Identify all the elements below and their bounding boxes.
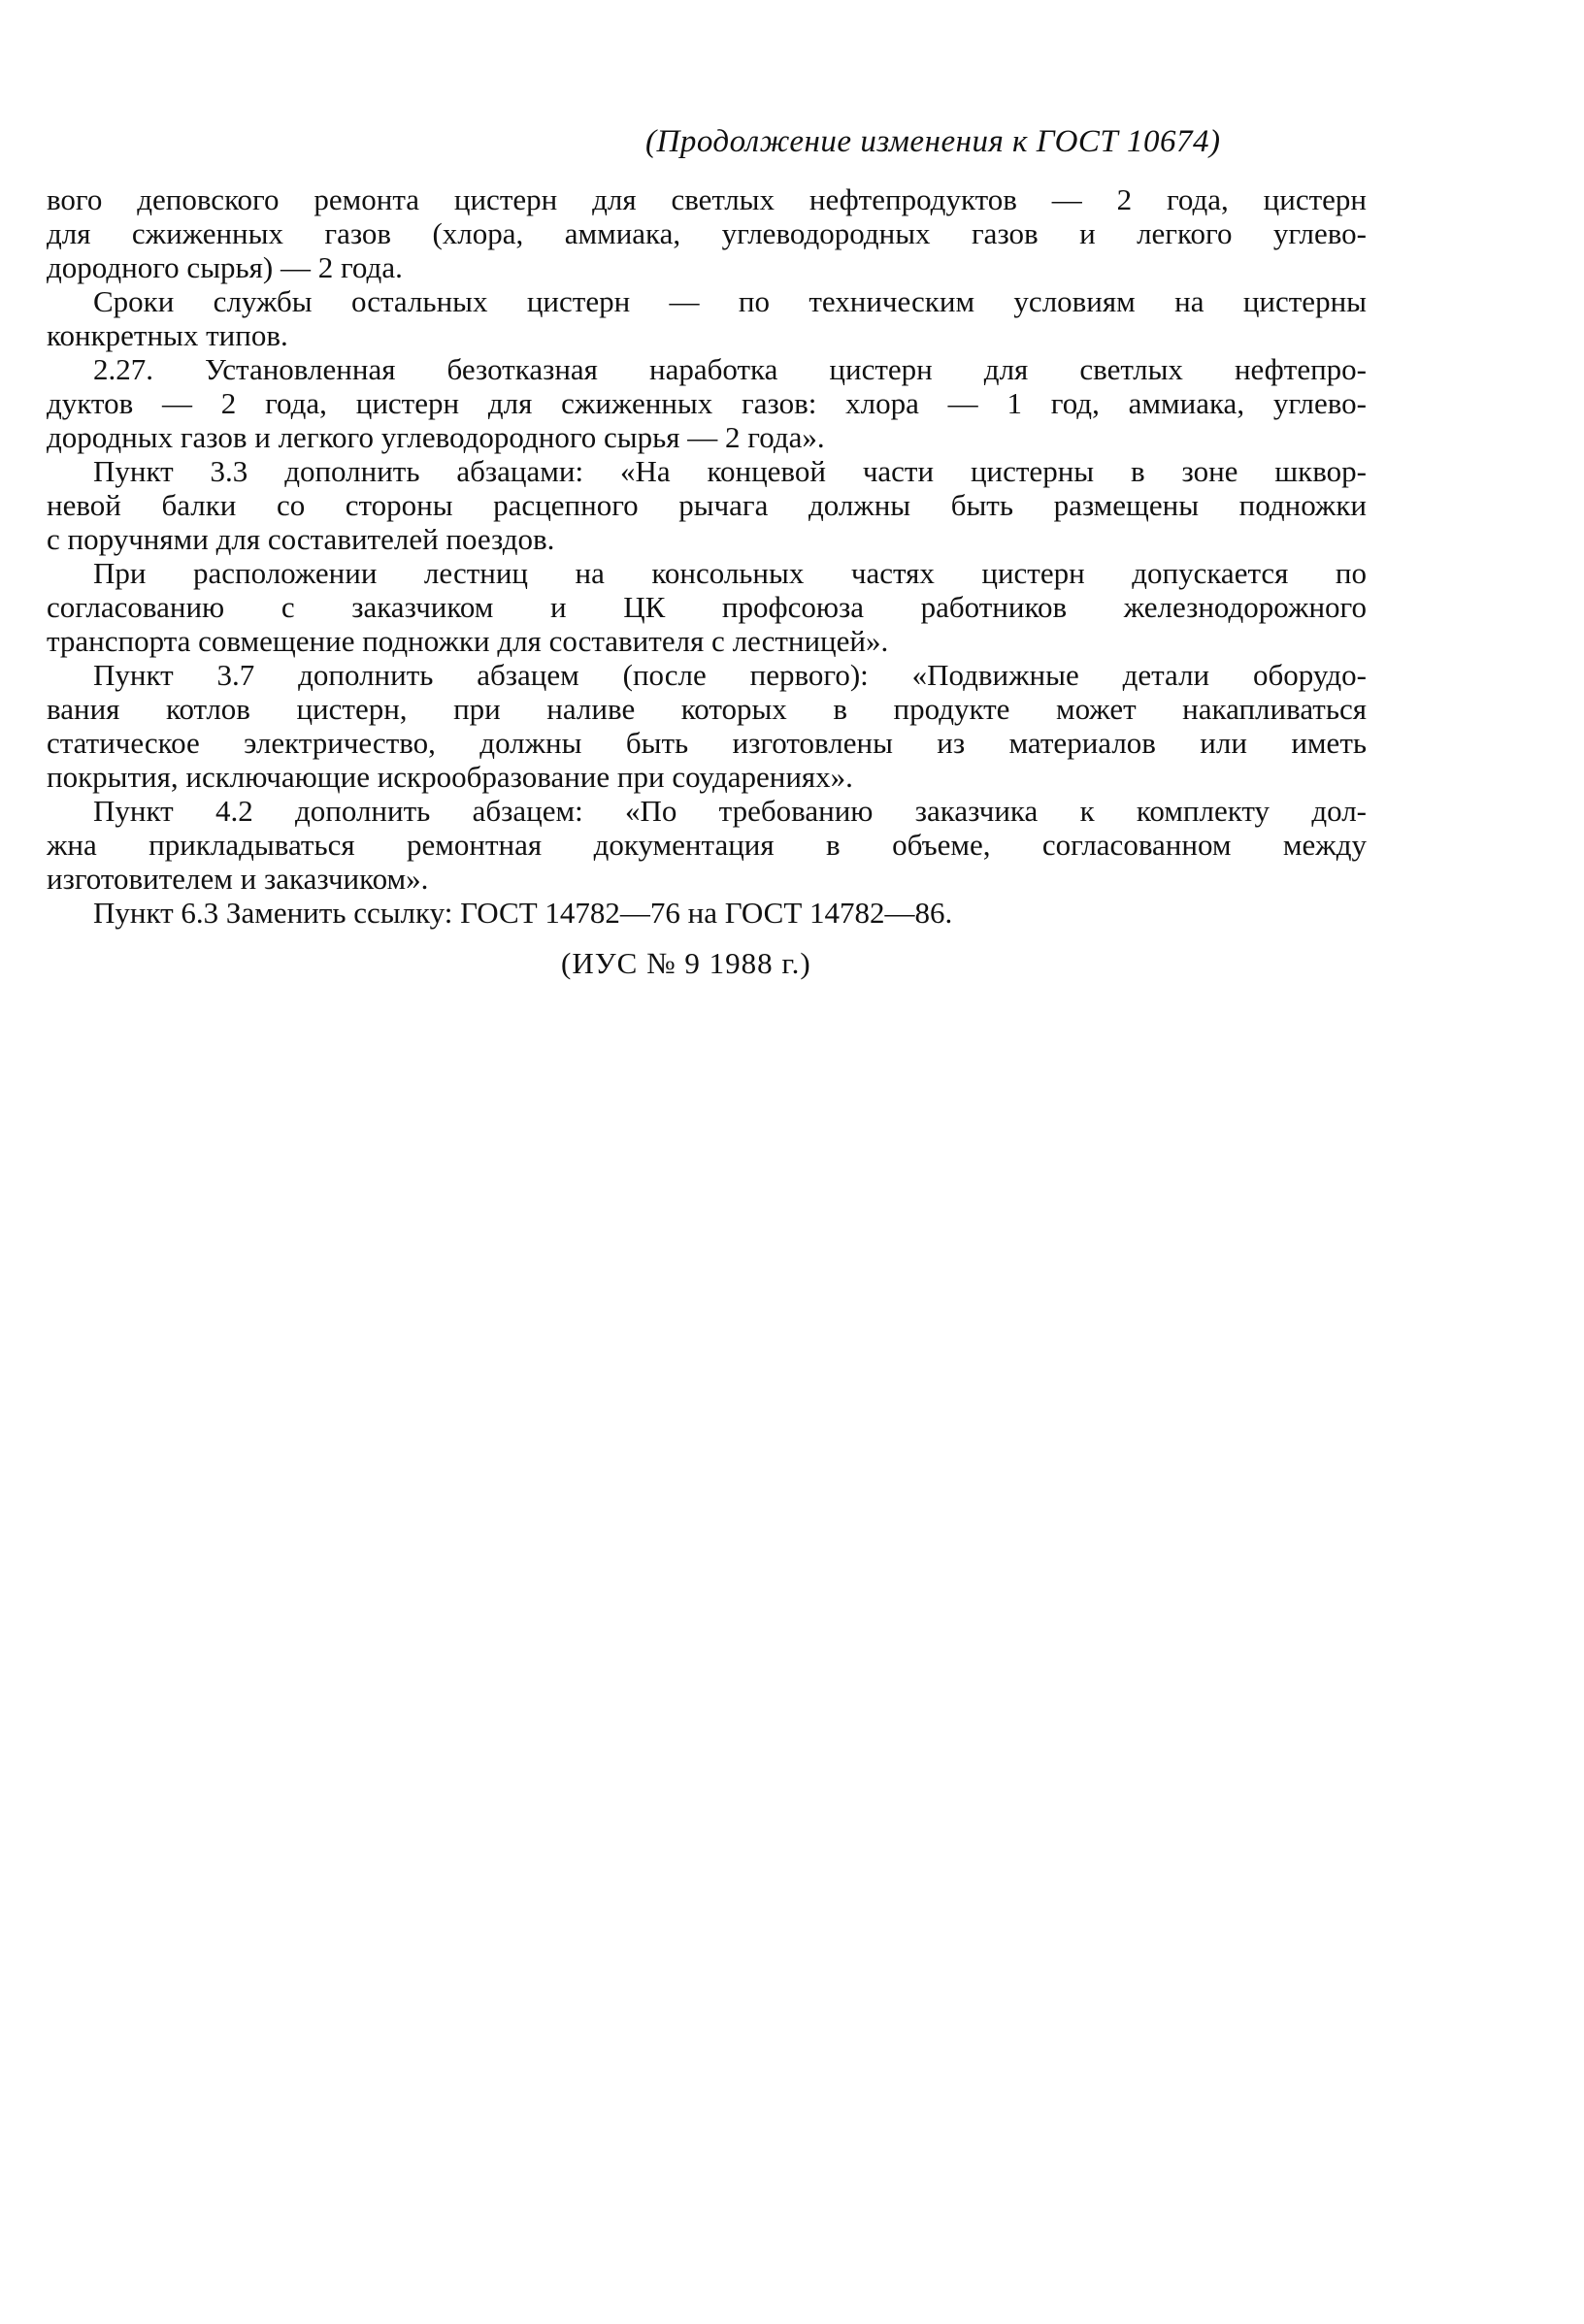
- text-line: статическое электричество, должны быть изготовлены из материалов или иметь: [47, 726, 1367, 760]
- paragraph: [47, 794, 1367, 896]
- text-line: Пункт 3.7 дополнить абзацем (после первого): «Подвижные детали оборудо-: [93, 658, 1367, 692]
- paragraph: [47, 658, 1367, 794]
- text-line: транспорта совмещение подножки для составителя с лестницей».: [47, 624, 889, 658]
- text-line: конкретных типов.: [47, 318, 288, 352]
- document-body: [47, 182, 1367, 930]
- paragraph: [47, 556, 1367, 658]
- paragraph: [47, 896, 1367, 930]
- text-line: жна прикладываться ремонтная документация в объеме, согласованном между: [47, 828, 1367, 862]
- paragraph: [47, 182, 1367, 284]
- paragraph: [47, 454, 1367, 556]
- text-line: изготовителем и заказчиком».: [47, 862, 429, 896]
- text-line: 2.27. Установленная безотказная наработка цистерн для светлых нефтепро-: [93, 352, 1367, 386]
- text-line: При расположении лестниц на консольных частях цистерн допускается по: [93, 556, 1367, 590]
- text-line: вания котлов цистерн, при наливе которых в продукте может накапливаться: [47, 692, 1367, 726]
- text-line: Сроки службы остальных цистерн — по техническим условиям на цистерны: [93, 284, 1367, 318]
- text-line: дуктов — 2 года, цистерн для сжиженных газов: хлора — 1 год, аммиака, углево-: [47, 386, 1367, 420]
- text-line: дородного сырья) — 2 года.: [47, 250, 403, 284]
- text-line: покрытия, исключающие искрообразование при соударениях».: [47, 760, 853, 794]
- text-line: согласованию с заказчиком и ЦК профсоюза работников железнодорожного: [47, 590, 1367, 624]
- text-line: с поручнями для составителей поездов.: [47, 522, 555, 556]
- paragraph: [47, 352, 1367, 454]
- text-line: Пункт 6.3 Заменить ссылку: ГОСТ 14782—76 на ГОСТ 14782—86.: [93, 896, 953, 930]
- text-line: для сжиженных газов (хлора, аммиака, углеводородных газов и легкого углево-: [47, 216, 1367, 250]
- text-line: вого деповского ремонта цистерн для светлых нефтепродуктов — 2 года, цистерн: [47, 182, 1367, 216]
- source-reference: (ИУС № 9 1988 г.): [561, 946, 811, 980]
- text-line: Пункт 3.3 дополнить абзацами: «На концевой части цистерны в зоне шквор-: [93, 454, 1367, 488]
- text-line: невой балки со стороны расцепного рычага должны быть размещены подножки: [47, 488, 1367, 522]
- page-header-continuation: (Продолжение изменения к ГОСТ 10674): [645, 124, 1221, 159]
- text-line: дородных газов и легкого углеводородного сырья — 2 года».: [47, 420, 825, 454]
- text-line: Пункт 4.2 дополнить абзацем: «По требованию заказчика к комплекту дол-: [93, 794, 1367, 828]
- paragraph: [47, 284, 1367, 352]
